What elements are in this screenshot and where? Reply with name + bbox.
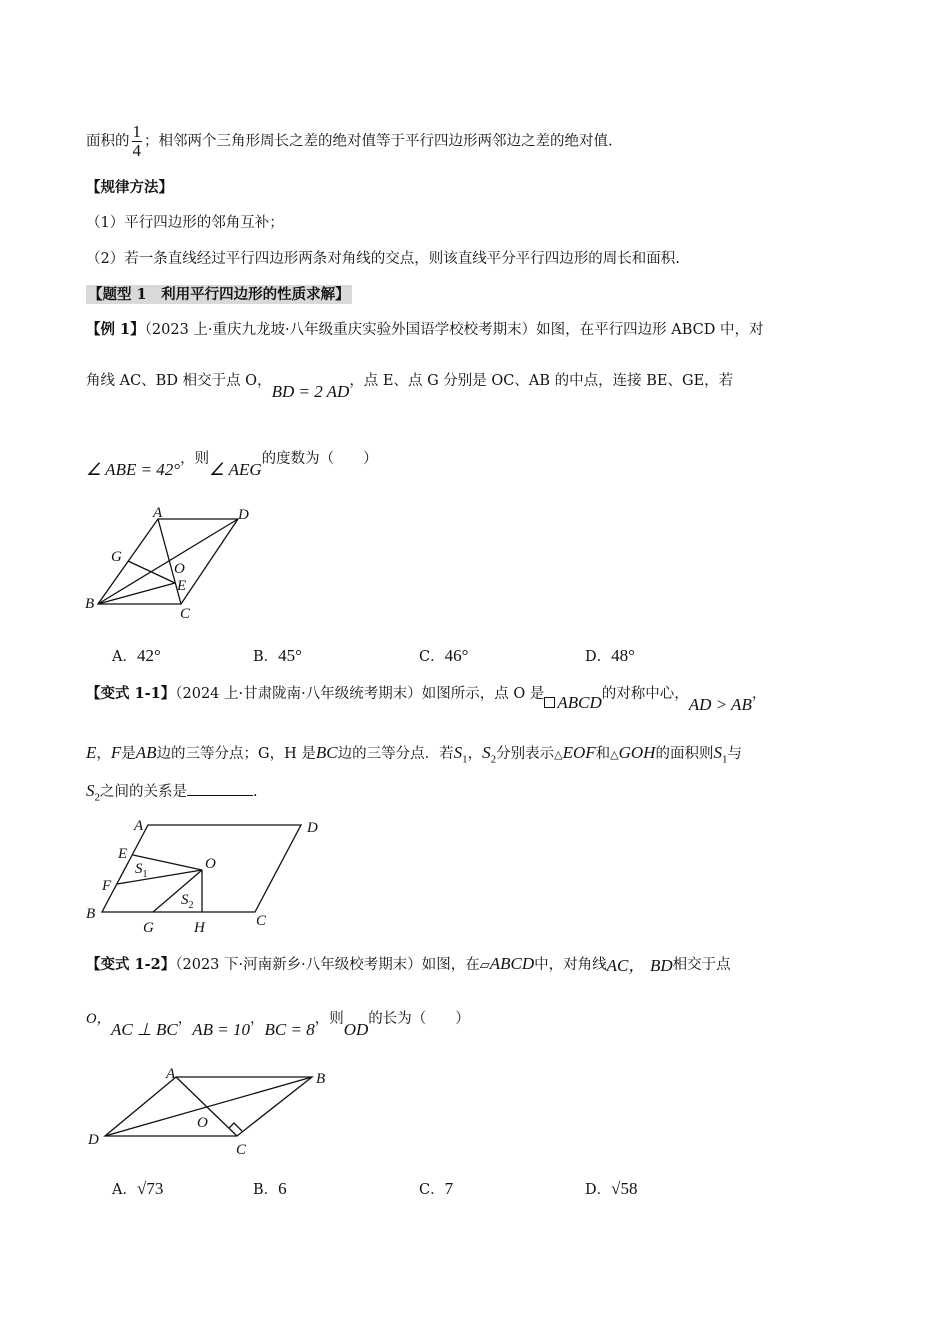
s1-letter: S bbox=[135, 861, 143, 877]
s2-letter: S bbox=[86, 781, 95, 800]
var2-label-b: B bbox=[316, 1071, 326, 1087]
text: 边的三等分点；G，H 是 bbox=[156, 746, 316, 762]
option-value: 6 bbox=[278, 1179, 287, 1198]
s2-letter: S bbox=[181, 892, 189, 908]
var1-line1-b: 的对称中心， bbox=[601, 686, 689, 702]
text: 分别表示 bbox=[496, 746, 555, 762]
s1-sub: 1 bbox=[142, 869, 148, 880]
var1-label-c: C bbox=[256, 913, 267, 929]
ex1-line3-a: ，则 bbox=[180, 451, 210, 467]
text: 的长为（ ） bbox=[368, 1011, 470, 1027]
var1-line1-c: ， bbox=[751, 686, 767, 702]
s1-sub: 1 bbox=[721, 753, 728, 766]
var1-math-abcd: ABCD bbox=[557, 693, 602, 712]
text: 之间的关系是 bbox=[100, 784, 187, 800]
option-key: A． bbox=[112, 649, 137, 665]
var1-label-h: H bbox=[194, 920, 205, 936]
method-item-1: （1）平行四边形的邻角互补； bbox=[86, 215, 284, 231]
option-value: 45° bbox=[278, 646, 302, 665]
method-heading: 【规律方法】 bbox=[86, 179, 173, 196]
option-key: D． bbox=[585, 649, 612, 665]
var2-label: 【变式 1-2】 bbox=[86, 956, 176, 973]
option-value: 7 bbox=[444, 1179, 454, 1198]
s2-sub: 2 bbox=[188, 900, 194, 911]
var1-math-ab: AB bbox=[135, 743, 157, 762]
s2-sub: 2 bbox=[490, 753, 497, 766]
option-key: B． bbox=[253, 1182, 279, 1198]
var2-label-o: O bbox=[197, 1115, 208, 1131]
var1-label-e: E bbox=[118, 846, 128, 862]
var2-option-a[interactable] bbox=[112, 1179, 163, 1200]
ex1-label-c: C bbox=[180, 606, 191, 622]
text: 边的三等分点．若 bbox=[337, 746, 454, 762]
text: 的面积则 bbox=[655, 746, 714, 762]
var1-label-b: B bbox=[86, 906, 96, 922]
text: ， bbox=[96, 746, 111, 762]
ex1-label-a: A bbox=[153, 505, 163, 521]
var2-line1-b: 中，对角线 bbox=[534, 957, 607, 973]
var2-line1-a: （2023 下·河南新乡·八年级校考期末）如图，在 bbox=[175, 957, 480, 973]
var2-math-bc-8: BC = 8 bbox=[264, 1020, 315, 1039]
option-key: C． bbox=[419, 649, 445, 665]
var1-line1-a: （2024 上·甘肃陇南·八年级统考期末）如图所示，点 O 是 bbox=[175, 686, 545, 702]
option-value: 46° bbox=[444, 646, 469, 665]
parallelogram-symbol-icon: ▱ bbox=[479, 957, 490, 972]
s2-letter: S bbox=[482, 743, 491, 762]
var1-label-f: F bbox=[102, 878, 112, 894]
var2-math-od: OD bbox=[343, 1020, 369, 1039]
var2-math-ac-perp-bc: AC ⊥ BC bbox=[110, 1020, 178, 1039]
ex1-line3-b: 的度数为（ ） bbox=[261, 451, 378, 467]
option-value: √73 bbox=[136, 1179, 164, 1198]
ex1-label: 【例 1】 bbox=[86, 321, 145, 338]
var2-math-ab-10: AB = 10 bbox=[192, 1020, 250, 1039]
ex1-label-b: B bbox=[85, 596, 95, 612]
option-key: A． bbox=[112, 1182, 137, 1198]
ex1-source: （2023 上·重庆九龙坡·八年级重庆实验外国语学校校考期末）如图，在平行四边形 ABCD 中，对 bbox=[144, 322, 764, 338]
fraction-numerator: 1 bbox=[132, 122, 141, 141]
section-heading-text: 【题型 1 利用平行四边形的性质求解】 bbox=[88, 286, 350, 303]
ex1-math-angle-aeg: ∠ AEG bbox=[209, 460, 262, 479]
option-value: √58 bbox=[611, 1179, 638, 1198]
var1-label: 【变式 1-1】 bbox=[86, 685, 176, 702]
var1-math-goh: GOH bbox=[618, 743, 656, 762]
var1-math-eof: EOF bbox=[562, 743, 596, 762]
var2-math-abcd: ABCD bbox=[489, 954, 535, 973]
text: 与 bbox=[727, 746, 742, 762]
method-item-2: （2）若一条直线经过平行四边形两条对角线的交点，则该直线平分平行四边形的周长和面积. bbox=[86, 251, 680, 267]
option-value: 42° bbox=[136, 646, 161, 665]
var2-math-ac: AC， bbox=[606, 956, 646, 975]
var2-label-a: A bbox=[166, 1066, 176, 1082]
var1-math-e: E bbox=[86, 743, 97, 762]
var2-option-b[interactable] bbox=[253, 1179, 287, 1200]
s1-sub: 1 bbox=[462, 753, 468, 766]
var2-option-c[interactable] bbox=[419, 1179, 453, 1200]
fraction-denominator: 4 bbox=[132, 141, 141, 160]
var1-label-d: D bbox=[307, 820, 318, 836]
option-key: D． bbox=[585, 1182, 612, 1198]
var1-math-f: F bbox=[110, 743, 122, 762]
ex1-line2-b: ，点 E、点 G 分别是 OC、AB 的中点，连接 BE、GE，若 bbox=[349, 373, 734, 389]
var1-math-bc: BC bbox=[315, 743, 338, 762]
intro-suffix: ；相邻两个三角形周长之差的绝对值等于平行四边形两邻边之差的绝对值. bbox=[144, 133, 613, 150]
var2-math-o: O， bbox=[86, 1011, 111, 1027]
text: ， bbox=[467, 746, 483, 762]
ex1-label-e: E bbox=[177, 578, 187, 594]
intro-prefix: 面积的 bbox=[86, 133, 130, 150]
var1-math-ad-gt-ab: AD > AB bbox=[688, 695, 752, 714]
var1-label-a: A bbox=[134, 818, 144, 834]
var2-option-d[interactable] bbox=[585, 1179, 637, 1200]
ex1-math-angle-abe: ∠ ABE = 42° bbox=[86, 460, 181, 479]
text: ， bbox=[177, 1011, 193, 1027]
s1-letter: S bbox=[713, 743, 722, 762]
var2-diagonal-bd bbox=[105, 1077, 312, 1136]
var2-math-bd: BD bbox=[649, 956, 673, 975]
var1-label-o: O bbox=[205, 856, 216, 872]
ex1-label-d: D bbox=[238, 507, 249, 523]
ex1-label-o: O bbox=[174, 561, 185, 577]
text: 是 bbox=[121, 746, 136, 762]
text: . bbox=[253, 784, 258, 800]
var2-line1-c: 相交于点 bbox=[672, 957, 731, 973]
ex1-math-bd: BD = 2 AD bbox=[271, 382, 350, 401]
triangle-symbol-icon: △ bbox=[610, 748, 619, 761]
triangle-symbol-icon: △ bbox=[554, 748, 563, 761]
ex1-line2-a: 角线 AC、BD 相交于点 O， bbox=[86, 373, 272, 389]
option-key: B． bbox=[253, 649, 279, 665]
var1-label-g: G bbox=[143, 920, 154, 936]
s2-sub: 2 bbox=[94, 791, 100, 804]
text: ， bbox=[250, 1011, 265, 1027]
s1-letter: S bbox=[453, 743, 463, 762]
text: ，则 bbox=[314, 1011, 344, 1027]
ex1-label-g: G bbox=[111, 549, 122, 565]
var2-label-d: D bbox=[88, 1132, 99, 1148]
text: 和 bbox=[595, 746, 611, 762]
option-value: 48° bbox=[611, 646, 635, 665]
option-key: C． bbox=[419, 1182, 445, 1198]
var2-label-c: C bbox=[236, 1142, 247, 1158]
